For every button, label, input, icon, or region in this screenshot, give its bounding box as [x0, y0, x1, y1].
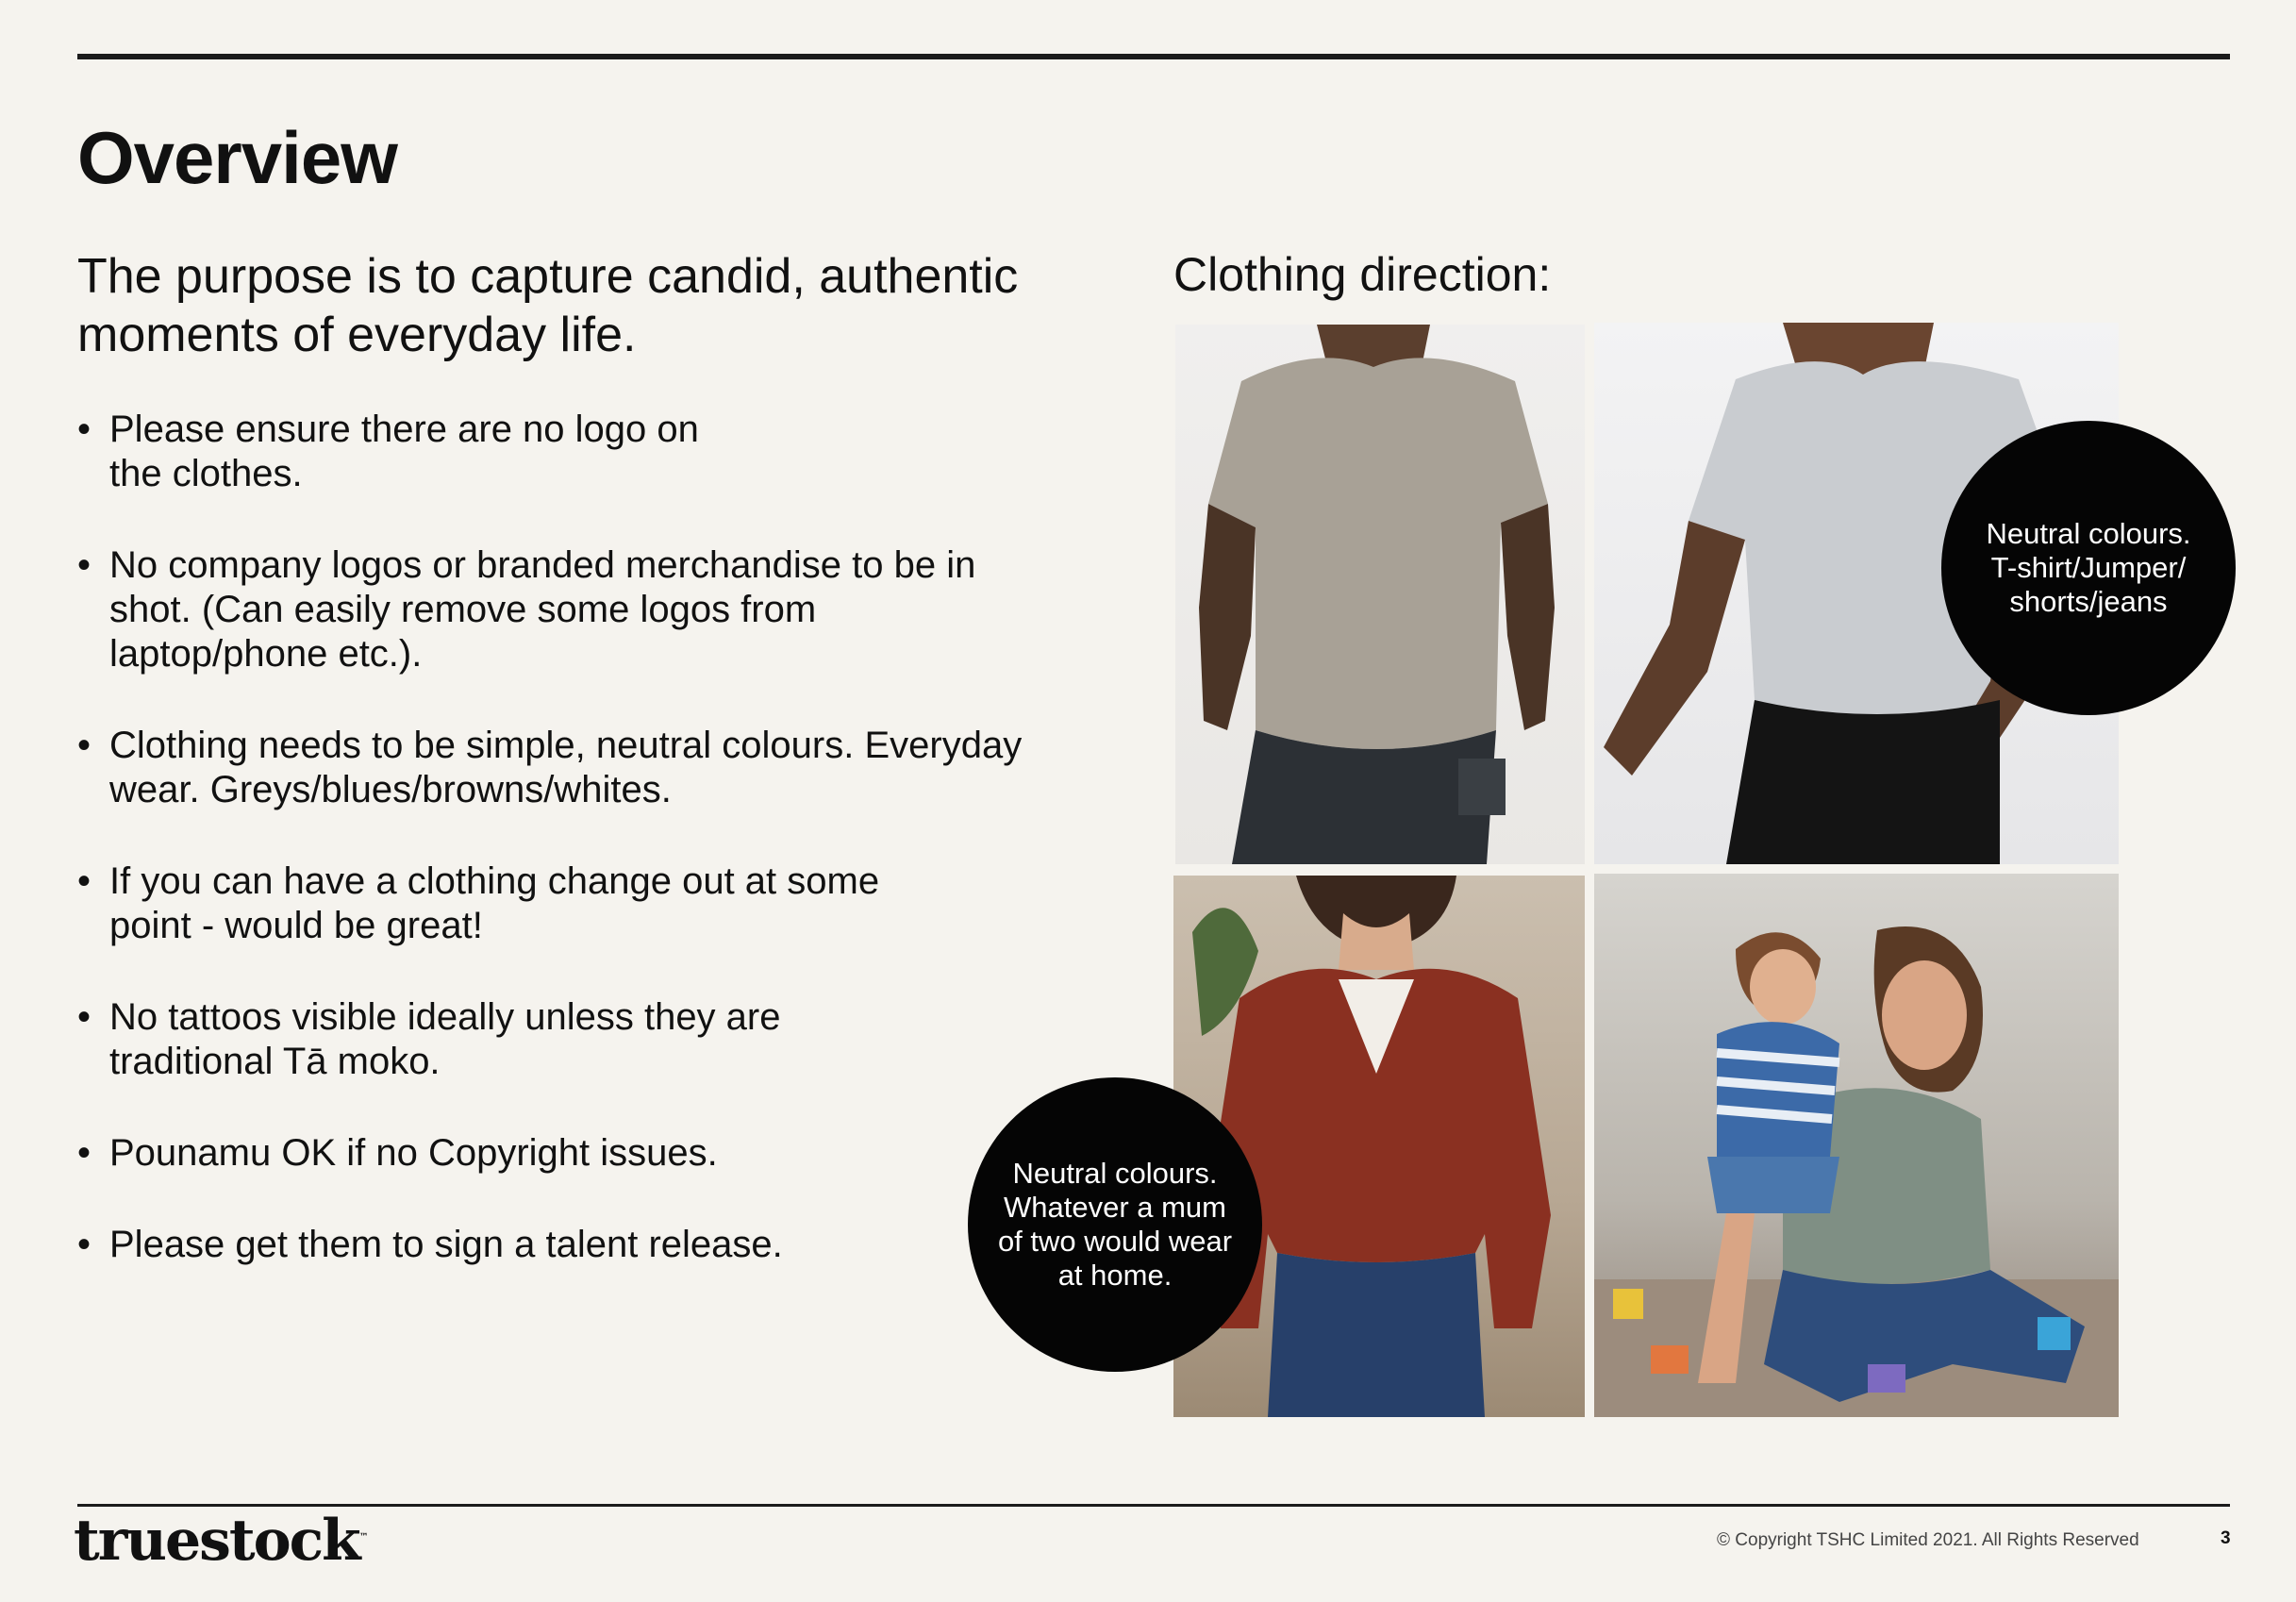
copyright-notice: © Copyright TSHC Limited 2021. All Rights Reserved	[1717, 1530, 2139, 1550]
photo-taupe-tshirt-illustration	[1175, 325, 1585, 864]
guideline-item: • Pounamu OK if no Copyright issues.	[77, 1131, 1034, 1176]
clothing-direction-heading: Clothing direction:	[1173, 248, 1552, 301]
truestock-trademark: ™	[358, 1532, 369, 1543]
truestock-logo-wordmark: truestock	[74, 1508, 359, 1574]
top-divider	[77, 54, 2230, 59]
callout-tshirt-jumper-text: Neutral colours. T-shirt/Jumper/ shorts/jeans	[1986, 517, 2191, 618]
callout-mum-of-two-text: Neutral colours. Whatever a mum of two would wear at home.	[997, 1157, 1233, 1292]
bottom-divider	[77, 1504, 2230, 1507]
truestock-logo	[74, 1508, 369, 1574]
photo-mum-and-child-illustration	[1594, 874, 2119, 1417]
guideline-item: • Please ensure there are no logo on the clothes.	[77, 408, 760, 496]
guideline-item: • Please get them to sign a talent release.	[77, 1223, 1034, 1267]
page-number: 3	[2221, 1528, 2231, 1548]
photo-mum-and-child	[1594, 874, 2119, 1417]
guideline-item: • Clothing needs to be simple, neutral colours. Everyday wear. Greys/blues/browns/whites.	[77, 724, 1034, 812]
guideline-list	[77, 408, 1021, 1267]
guideline-item: • No company logos or branded merchandise to be in shot. (Can easily remove some logos from laptop/phone etc.).	[77, 543, 1034, 676]
lead-statement: The purpose is to capture candid, authentic moments of everyday life.	[77, 249, 1019, 362]
photo-taupe-tshirt	[1175, 325, 1585, 864]
guideline-item: • If you can have a clothing change out at some point - would be great!	[77, 859, 892, 948]
callout-tshirt-jumper	[1941, 421, 2236, 715]
guideline-item: • No tattoos visible ideally unless they are traditional Tā moko.	[77, 995, 902, 1084]
page-title: Overview	[77, 116, 397, 199]
callout-mum-of-two	[968, 1077, 1262, 1372]
